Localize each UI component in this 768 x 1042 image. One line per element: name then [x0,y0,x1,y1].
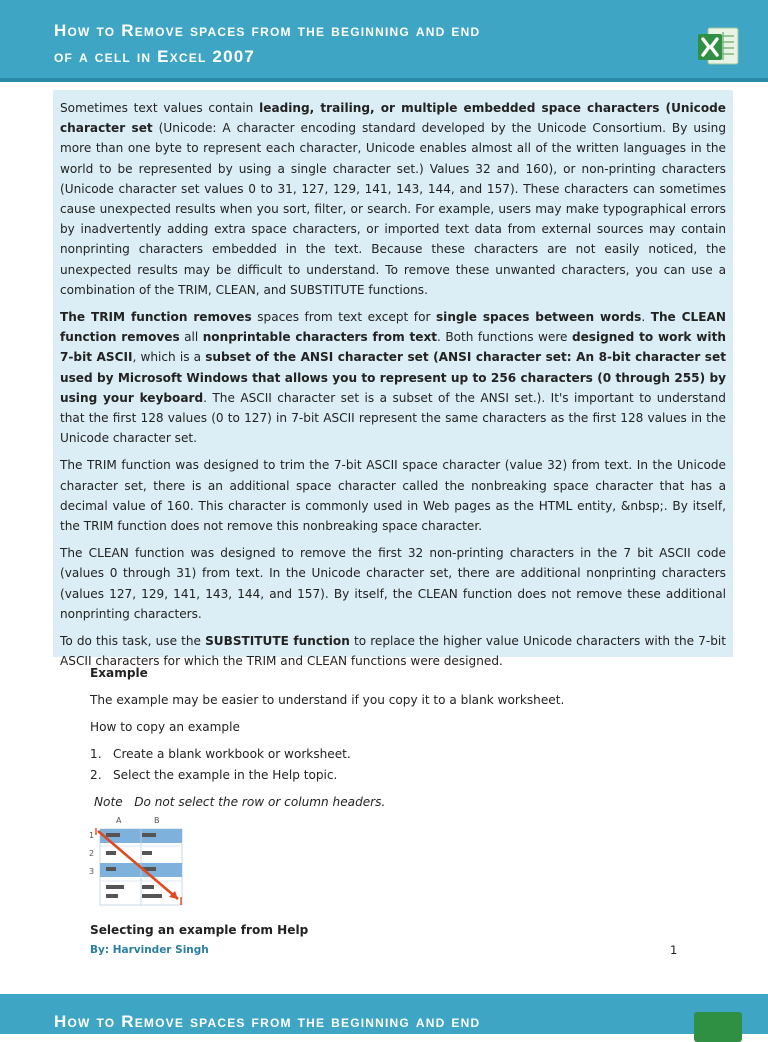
text-run: all [179,330,203,345]
page-number: 1 [670,943,678,957]
text-run: (Unicode: A character encoding standard developed by the Unicode Consortium. By using more than one byte to represent each character, Unicode enables almost all of the written languages in the world to be represented by using a single character set.) Values 32 and 160), or non-printing characters (Unicode character set values 0 to 31, 127, 129, 141, 143, 144, and 157). These characters can sometimes cause unexpected results when you sort, filter, or search. For example, users may make typographical errors by inadvertently adding extra space characters, or imported text data from external sources may contain nonprinting characters embedded in the text. Because these characters are not easily noticed, the unexpected results may be difficult to understand. To remove these unwanted characters, you can use a combination of the TRIM, CLEAN, and SUBSTITUTE functions. [60,121,726,297]
paragraph-4 [60,543,726,624]
note-text: Do not select the row or column headers. [134,795,386,809]
col-header-a: A [116,816,122,825]
page-header [0,0,768,82]
note [94,795,385,809]
how-to-copy: How to copy an example [90,720,240,734]
text-run: The CLEAN function was designed to remove the first 32 non-printing characters in the 7 bit ASCII code (values 0 through 31) from text. In the Unicode character set, there are additional nonprinting characters (values 127, 129, 141, 143, 144, and 157). By itself, the CLEAN function does not remove these additional nonprinting characters. [60,546,726,621]
example-heading: Example [90,666,148,680]
note-label: Note [94,795,123,809]
example-intro: The example may be easier to understand if you copy it to a blank worksheet. [90,693,565,707]
text-run: . Both functions were [437,330,572,345]
bold-run: leading, trailing, or multiple embedded space characters (Unicode character set [60,101,726,136]
bold-run: nonprintable characters from text [202,330,438,345]
next-page-title: How to Remove spaces from the beginning and end [54,1012,481,1031]
text-run: . [641,310,651,325]
paragraph-1 [60,98,726,300]
text-run: spaces from text except for [251,310,436,325]
step-2 [90,768,337,782]
excel-logo-icon [694,22,742,70]
header-stripe [0,78,768,82]
paragraph-5 [60,631,726,671]
paragraph-2 [60,307,726,448]
footer-author: By: Harvinder Singh [90,944,209,956]
bold-run: single spaces between words [435,310,642,325]
step-text: Create a blank workbook or worksheet. [113,747,351,761]
title-line-2: of a cell in Excel 2007 [54,47,256,66]
step-text: Select the example in the Help topic. [113,768,338,782]
paragraph-3 [60,455,726,536]
excel-logo-icon [694,1012,742,1042]
title-line-1: How to Remove spaces from the beginning and end [54,21,481,40]
step-number: 2. [90,768,102,782]
bold-run: designed to work with 7-bit ASCII [60,330,726,365]
intro-card [53,90,733,669]
step-1 [90,747,351,761]
text-run: To do this task, use the [60,634,206,649]
text-run: to replace the higher value Unicode characters with the 7-bit ASCII characters for which the TRIM and CLEAN functions were designed. [60,634,726,669]
text-run: The TRIM function was designed to trim the 7-bit ASCII space character (value 32) from text. In the Unicode character set, there is an additional space character called the nonbreaking space character that has a decimal value of 160. This character is commonly used in Web pages as the HTML entity, &nbsp;. By itself, the TRIM function does not remove this nonbreaking space character. [60,458,726,534]
step-number: 1. [90,747,102,761]
bold-run: SUBSTITUTE function [205,634,350,649]
row-header-3: 3 [89,867,95,876]
text-run: . The ASCII character set is a subset of the ANSI set.). It's important to understand that the first 128 values (0 to 127) in 7-bit ASCII represent the same characters as the first 128 values in the Unicode character set. [60,390,726,446]
bold-run: The TRIM function removes [60,310,252,325]
text-run: Sometimes text values contain [60,101,260,115]
example-selection-figure [86,815,190,907]
figure-caption: Selecting an example from Help [90,923,309,937]
text-run: , which is a [132,350,206,365]
page-title [54,18,480,70]
next-page-header [0,994,768,1034]
col-header-b: B [154,816,160,825]
row-header-2: 2 [89,849,95,858]
bold-run: subset of the ANSI character set (ANSI character set: An 8-bit character set used by Microsoft Windows that allows you to represent up to 256 characters (0 through 255) by using your keyboard [60,350,726,405]
row-header-1: 1 [89,831,95,840]
bold-run: The CLEAN function removes [60,310,726,345]
